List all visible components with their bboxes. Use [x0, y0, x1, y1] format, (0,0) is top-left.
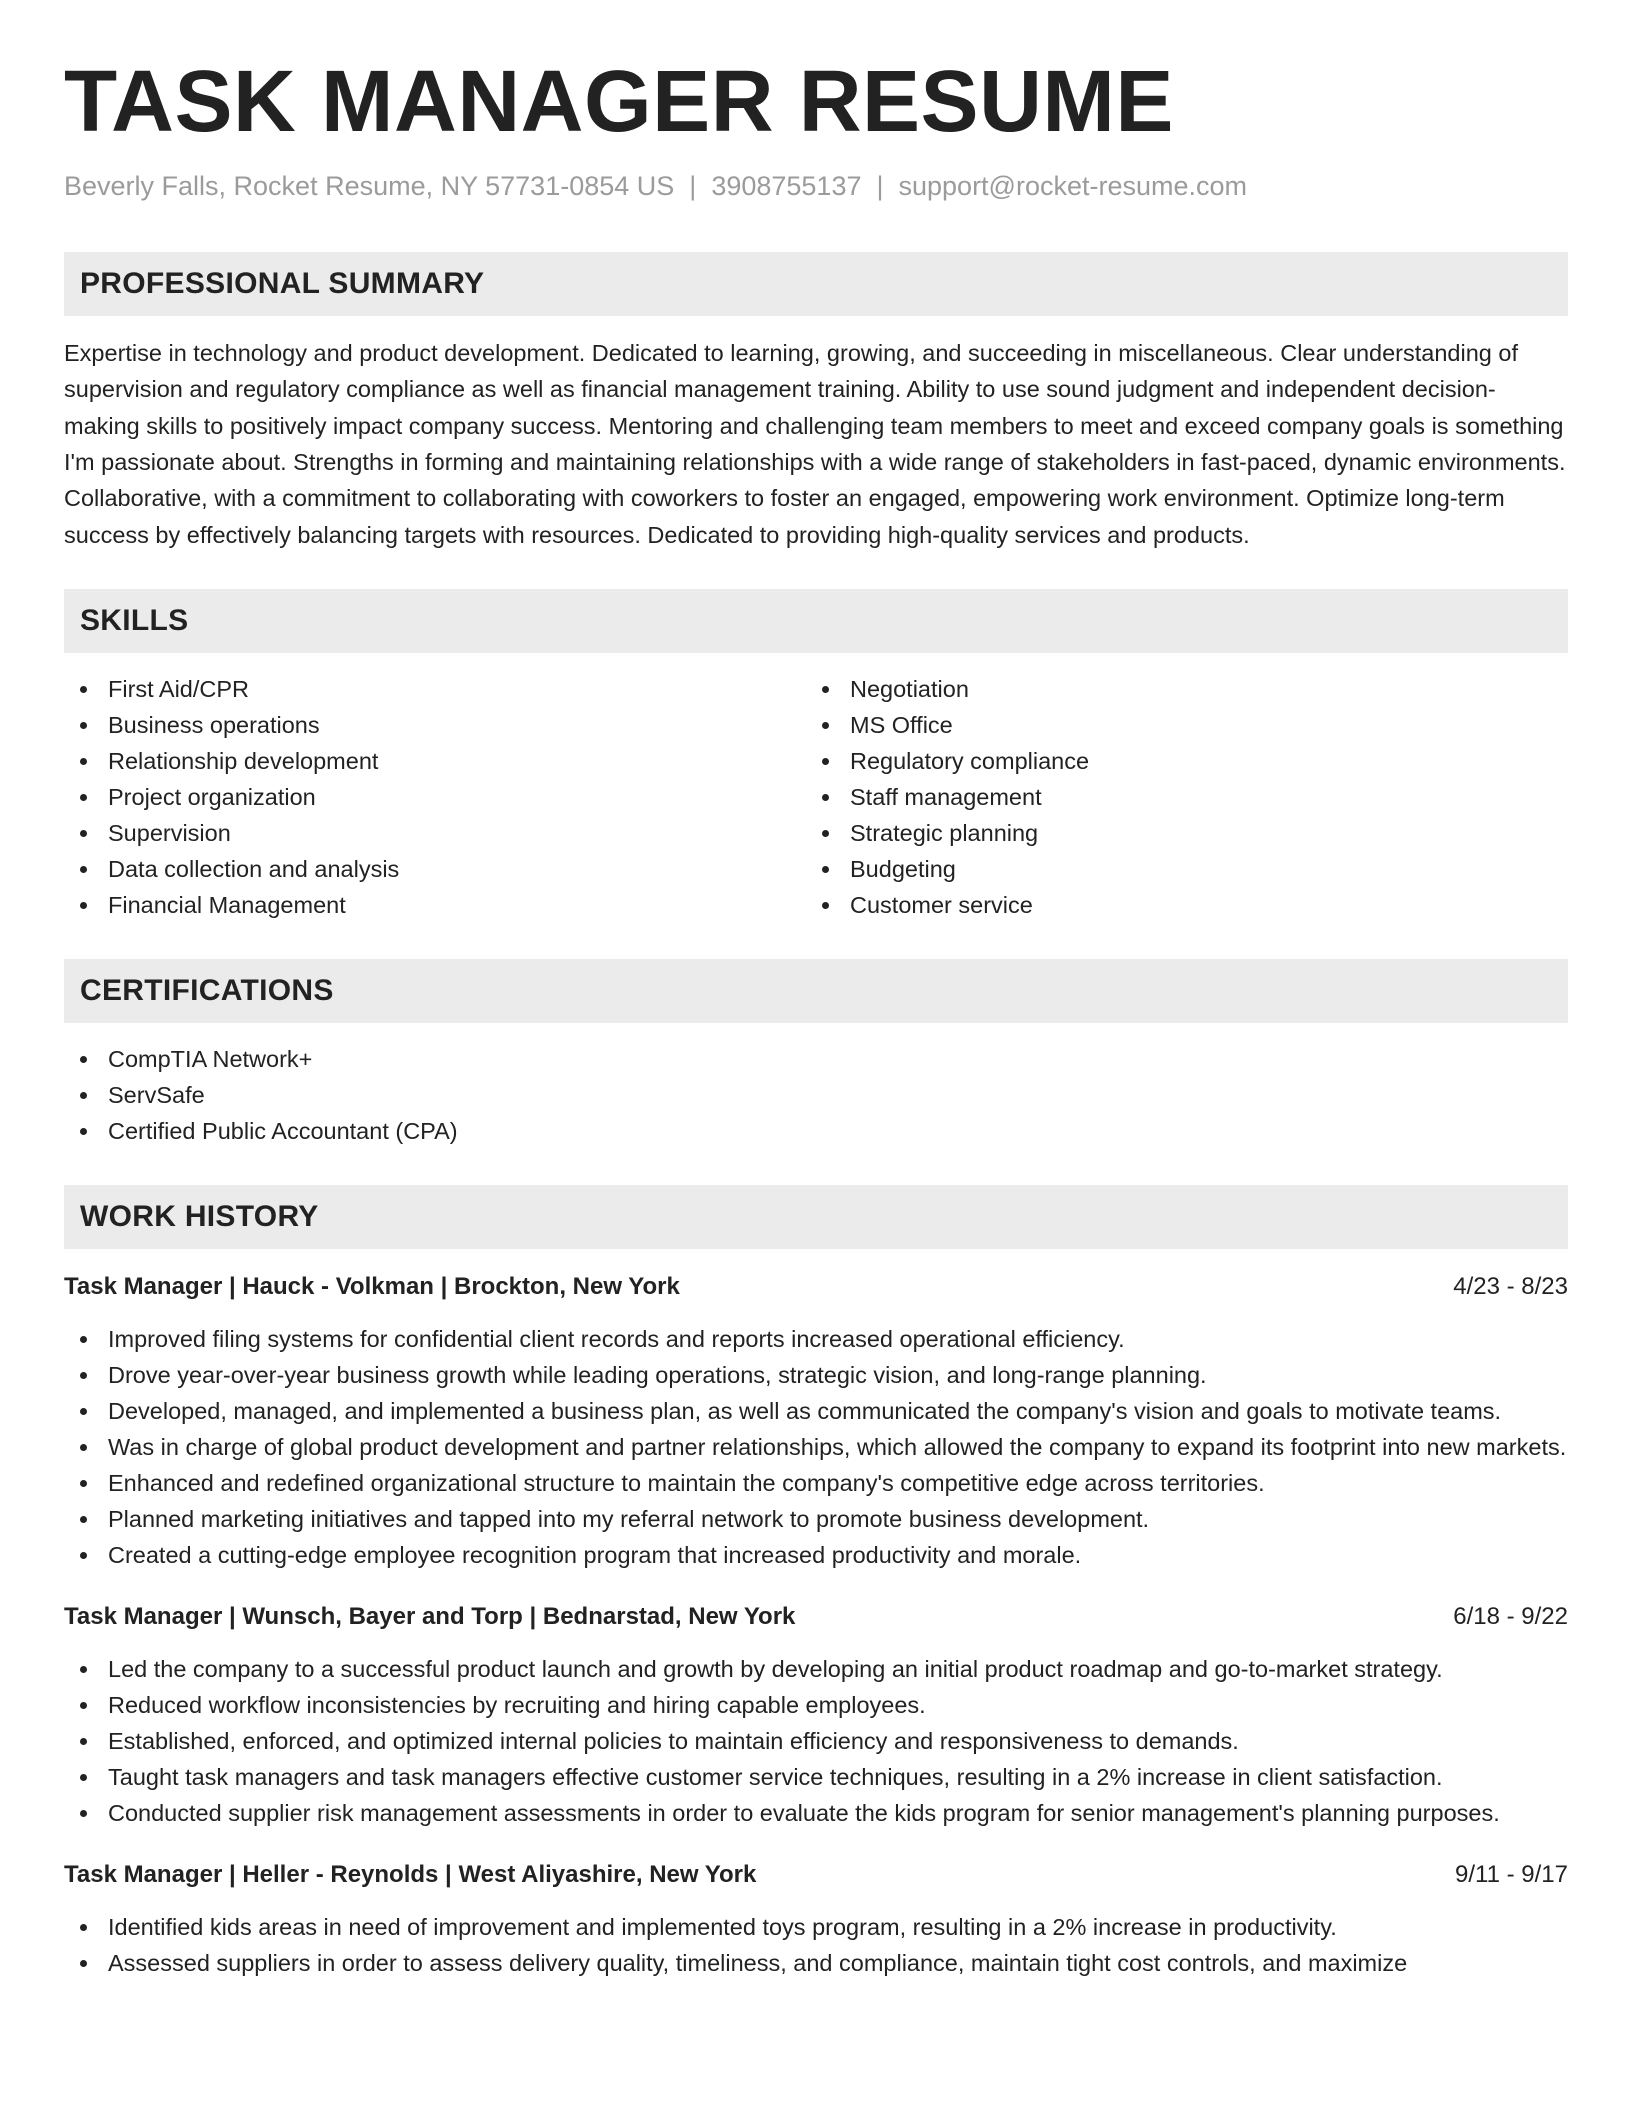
skills-section — [64, 589, 1568, 923]
skill-item: Business operations — [64, 707, 806, 743]
job-header — [64, 1269, 1568, 1305]
skill-item: Financial Management — [64, 887, 806, 923]
certification-item: Certified Public Accountant (CPA) — [64, 1113, 1568, 1149]
contact-separator: | — [689, 170, 697, 201]
job-title: Task Manager | Heller - Reynolds | West Aliyashire, New York — [64, 1860, 757, 1888]
skill-item: MS Office — [806, 707, 1548, 743]
certifications-list — [64, 1041, 1568, 1149]
skill-item: Negotiation — [806, 671, 1548, 707]
job-bullet-list — [64, 1651, 1568, 1831]
summary-text: Expertise in technology and product development. Dedicated to learning, growing, and succeeding in miscellaneous. Clear understanding of supervision and regulatory compliance as well as financial management training. Ability to use sound judgment and independent decision-making skills to positively impact company success. Mentoring and challenging team members to meet and exceed company goals is something I'm passionate about. Strengths in forming and maintaining relationships with a wide range of stakeholders in fast-paced, dynamic environments. Collaborative, with a commitment to collaborating with coworkers to foster an engaged, empowering work environment. Optimize long-term success by effectively balancing targets with resources. Dedicated to providing high-quality services and products. — [64, 340, 1566, 548]
job-entry — [64, 1599, 1568, 1831]
job-bullet: Was in charge of global product development and partner relationships, which allowed the company to expand its footprint into new markets. — [64, 1429, 1568, 1465]
certification-item: ServSafe — [64, 1077, 1568, 1113]
resume-title: TASK MANAGER RESUME — [64, 53, 1174, 150]
job-bullet: Established, enforced, and optimized internal policies to maintain efficiency and responsiveness to demands. — [64, 1723, 1568, 1759]
job-bullet: Enhanced and redefined organizational structure to maintain the company's competitive edge across territories. — [64, 1465, 1568, 1501]
section-header-skills: SKILLS — [64, 589, 1568, 653]
skill-item: Customer service — [806, 887, 1548, 923]
job-bullet: Reduced workflow inconsistencies by recruiting and hiring capable employees. — [64, 1687, 1568, 1723]
certifications-section — [64, 959, 1568, 1149]
job-dates: 4/23 - 8/23 — [1453, 1272, 1568, 1300]
contact-address: Beverly Falls, Rocket Resume, NY 57731-0854 US — [64, 170, 675, 201]
certification-item: CompTIA Network+ — [64, 1041, 1568, 1077]
job-title: Task Manager | Hauck - Volkman | Brockton, New York — [64, 1272, 680, 1300]
summary-section — [64, 252, 1568, 553]
contact-email: support@rocket-resume.com — [898, 170, 1248, 201]
skills-column-right — [806, 671, 1548, 923]
job-header — [64, 1857, 1568, 1893]
job-dates: 9/11 - 9/17 — [1455, 1860, 1568, 1888]
skill-item: Staff management — [806, 779, 1548, 815]
skills-grid — [64, 671, 1568, 923]
job-bullet-list — [64, 1909, 1568, 1981]
skill-item: Data collection and analysis — [64, 851, 806, 887]
section-header-certifications: CERTIFICATIONS — [64, 959, 1568, 1023]
job-bullet: Assessed suppliers in order to assess delivery quality, timeliness, and compliance, maintain tight cost controls, and maximize — [64, 1945, 1568, 1981]
section-header-work-history: WORK HISTORY — [64, 1185, 1568, 1249]
job-header — [64, 1599, 1568, 1635]
skills-list-left — [64, 671, 806, 923]
job-bullet: Created a cutting-edge employee recognition program that increased productivity and morale. — [64, 1537, 1568, 1573]
contact-line — [64, 170, 1568, 202]
skill-item: Relationship development — [64, 743, 806, 779]
job-bullet: Taught task managers and task managers effective customer service techniques, resulting in a 2% increase in client satisfaction. — [64, 1759, 1568, 1795]
skills-column-left — [64, 671, 806, 923]
job-bullet-list — [64, 1321, 1568, 1573]
skill-item: Project organization — [64, 779, 806, 815]
job-bullet: Planned marketing initiatives and tapped into my referral network to promote business development. — [64, 1501, 1568, 1537]
job-dates: 6/18 - 9/22 — [1453, 1602, 1568, 1630]
job-bullet: Drove year-over-year business growth while leading operations, strategic vision, and long-range planning. — [64, 1357, 1568, 1393]
job-entry — [64, 1269, 1568, 1573]
job-bullet: Improved filing systems for confidential client records and reports increased operational efficiency. — [64, 1321, 1568, 1357]
skill-item: First Aid/CPR — [64, 671, 806, 707]
skill-item: Regulatory compliance — [806, 743, 1548, 779]
work-history-section — [64, 1185, 1568, 1981]
job-title: Task Manager | Wunsch, Bayer and Torp | Bednarstad, New York — [64, 1602, 796, 1630]
skill-item: Budgeting — [806, 851, 1548, 887]
job-bullet: Developed, managed, and implemented a business plan, as well as communicated the company's vision and goals to motivate teams. — [64, 1393, 1568, 1429]
section-header-summary: PROFESSIONAL SUMMARY — [64, 252, 1568, 316]
job-bullet: Led the company to a successful product launch and growth by developing an initial product roadmap and go-to-market strategy. — [64, 1651, 1568, 1687]
skill-item: Strategic planning — [806, 815, 1548, 851]
skills-list-right — [806, 671, 1548, 923]
contact-phone: 3908755137 — [711, 170, 862, 201]
job-bullet: Conducted supplier risk management assessments in order to evaluate the kids program for senior management's planning purposes. — [64, 1795, 1568, 1831]
contact-separator: | — [876, 170, 884, 201]
job-entry — [64, 1857, 1568, 1981]
skill-item: Supervision — [64, 815, 806, 851]
job-bullet: Identified kids areas in need of improvement and implemented toys program, resulting in a 2% increase in productivity. — [64, 1909, 1568, 1945]
